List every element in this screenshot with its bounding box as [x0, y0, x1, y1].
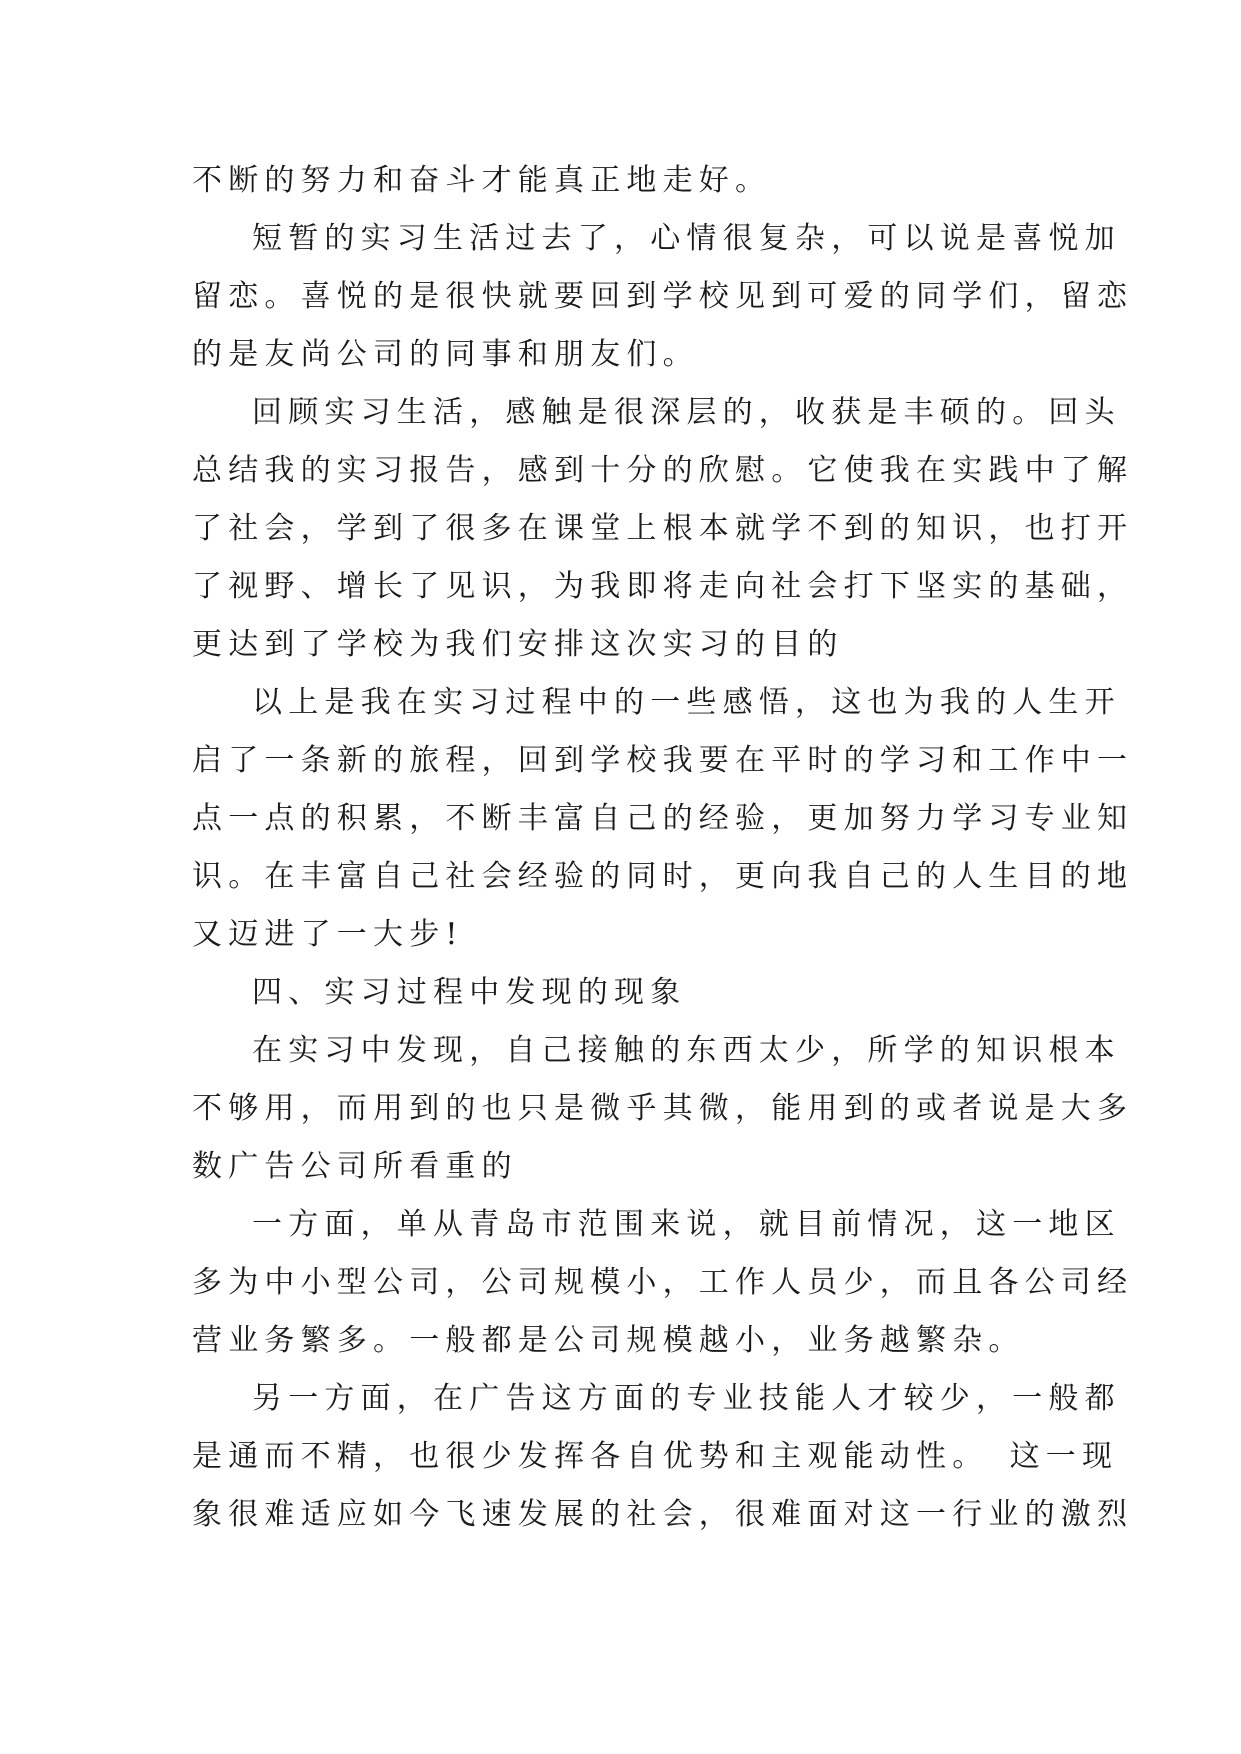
paragraph-1 [192, 152, 1072, 210]
document-body [192, 152, 1134, 1544]
section-heading [192, 964, 1072, 1022]
text-line: 数广告公司所看重的 [192, 1149, 518, 1184]
text-line: 以上是我在实习过程中的一些感悟，这也为我的人生开 [252, 685, 1121, 720]
text-line: 点一点的积累，不断丰富自己的经验，更加努力学习专业知 [192, 801, 1134, 836]
text-line: 了视野、增长了见识，为我即将走向社会打下坚实的基础， [192, 569, 1134, 604]
paragraph-5 [192, 1022, 1134, 1196]
text-line: 总结我的实习报告，感到十分的欣慰。它使我在实践中了解 [192, 453, 1134, 488]
text-line: 回顾实习生活，感触是很深层的，收获是丰硕的。回头 [252, 395, 1121, 430]
text-line: 营业务繁多。一般都是公司规模越小，业务越繁杂。 [192, 1323, 1025, 1358]
text-line: 启了一条新的旅程，回到学校我要在平时的学习和工作中一 [192, 743, 1134, 778]
text-line: 不断的努力和奋斗才能真正地走好。 [192, 163, 772, 198]
paragraph-2 [192, 210, 1134, 384]
paragraph-6 [192, 1196, 1134, 1370]
text-line: 在实习中发现，自己接触的东西太少，所学的知识根本 [252, 1033, 1121, 1068]
heading-text: 四、实习过程中发现的现象 [252, 975, 687, 1010]
text-line: 另一方面，在广告这方面的专业技能人才较少，一般都 [252, 1381, 1121, 1416]
paragraph-7 [192, 1370, 1134, 1544]
text-line: 识。在丰富自己社会经验的同时，更向我自己的人生目的地 [192, 859, 1134, 894]
text-line: 留恋。喜悦的是很快就要回到学校见到可爱的同学们，留恋 [192, 279, 1134, 314]
text-line: 又迈进了一大步! [192, 917, 464, 952]
text-line: 是通而不精，也很少发挥各自优势和主观能动性。 这一现 [192, 1439, 1119, 1474]
text-line: 短暂的实习生活过去了，心情很复杂，可以说是喜悦加 [252, 221, 1121, 256]
text-line: 象很难适应如今飞速发展的社会，很难面对这一行业的激烈 [192, 1497, 1134, 1532]
paragraph-3 [192, 384, 1134, 674]
text-line: 一方面，单从青岛市范围来说，就目前情况，这一地区 [252, 1207, 1121, 1242]
text-line: 多为中小型公司，公司规模小，工作人员少，而且各公司经 [192, 1265, 1134, 1300]
text-line: 了社会，学到了很多在课堂上根本就学不到的知识，也打开 [192, 511, 1134, 546]
text-line: 的是友尚公司的同事和朋友们。 [192, 337, 699, 372]
text-line: 更达到了学校为我们安排这次实习的目的 [192, 627, 844, 662]
paragraph-4 [192, 674, 1134, 964]
text-line: 不够用，而用到的也只是微乎其微，能用到的或者说是大多 [192, 1091, 1134, 1126]
